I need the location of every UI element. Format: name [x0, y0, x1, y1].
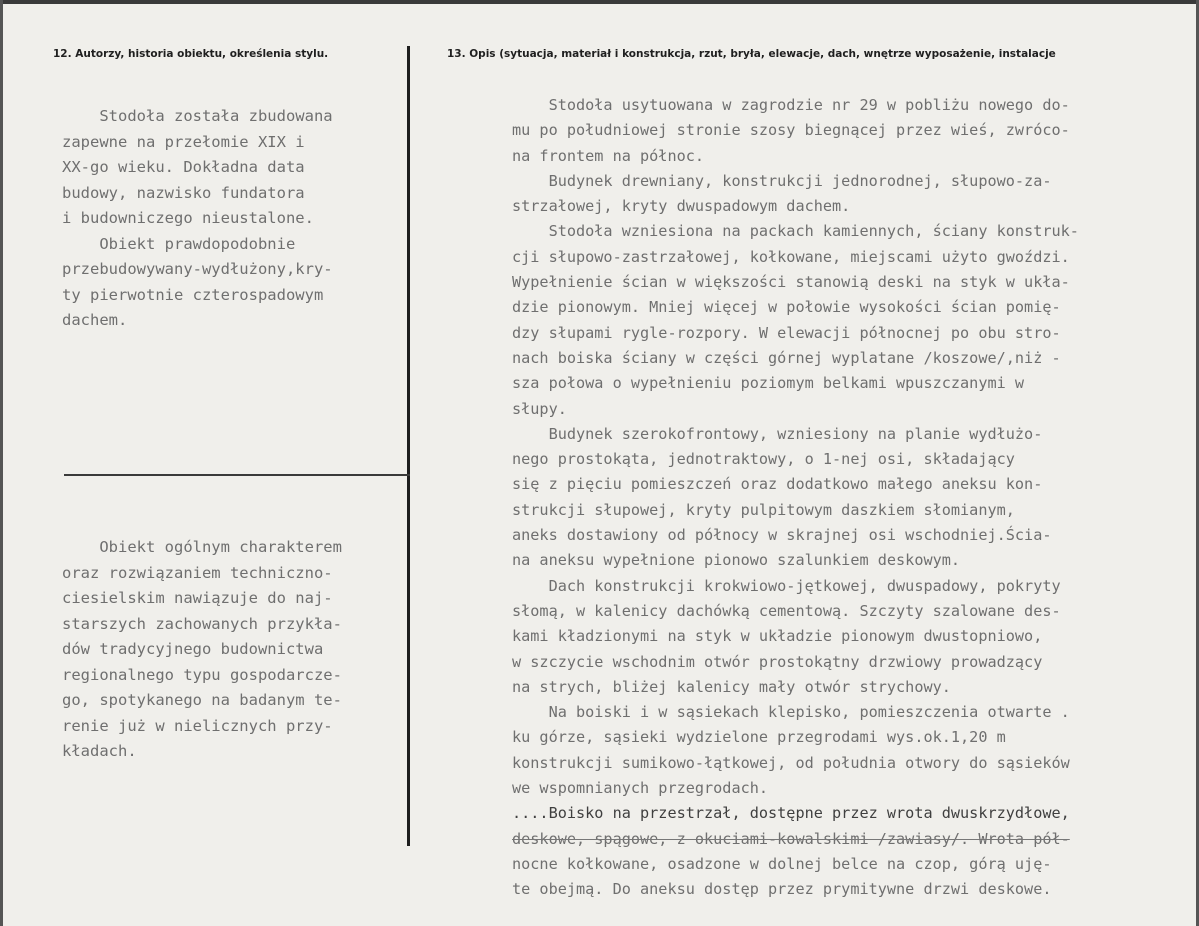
left-section-divider [64, 474, 410, 476]
text-line: Dach konstrukcji krokwiowo-jętkowej, dwuspadowy, pokryty [512, 576, 1061, 595]
text-line: te obejmą. Do aneksu dostęp przez prymitywne drzwi deskowe. [512, 880, 1052, 899]
text-line: słomą, w kalenicy dachówką cementową. Szczyty szalowane des- [512, 601, 1061, 620]
text-line: nocne kołkowane, osadzone w dolnej belce na czop, górą uję- [512, 854, 1052, 873]
text-line: regionalnego typu gospodarcze- [62, 665, 342, 684]
text-line: kładach. [62, 742, 137, 760]
text-line: przebudowywany-wydłużony,kry- [62, 260, 333, 278]
page-top-border [0, 0, 1199, 4]
text-line: zapewne na przełomie XIX i [62, 132, 305, 151]
text-line: dzy słupami rygle-rozpory. W elewacji północnej po obu stro- [512, 323, 1061, 342]
text-line: dzie pionowym. Mniej więcej w połowie wysokości ścian pomię- [512, 298, 1061, 317]
text-line: ty pierwotnie czterospadowym [62, 285, 324, 304]
text-line: aneks dostawiony od północy w skrajnej osi wschodniej.Ścia- [512, 526, 1052, 545]
text-line: strukcji słupowej, kryty pulpitowym daszkiem słomianym, [512, 500, 1015, 519]
text-line: na frontem na północ. [512, 146, 705, 165]
text-line: dachem. [62, 311, 128, 329]
authors-history-text [62, 104, 333, 334]
style-assessment-text [62, 535, 342, 765]
text-line: ciesielskim nawiązuje do naj- [62, 589, 333, 607]
text-line: strzałowej, kryty dwuspadowym dachem. [512, 197, 851, 216]
text-line: w szczycie wschodnim otwór prostokątny drzwiowy prowadzący [512, 652, 1043, 671]
text-line: starszych zachowanych przykła- [62, 614, 342, 633]
text-line: konstrukcji sumikowo-łątkowej, od południa otwory do sąsieków [512, 753, 1070, 772]
text-line: ku górze, sąsieki wydzielone przegrodami wys.ok.1,20 m [512, 728, 1006, 747]
text-line: deskowe, spągowe, z okuciami-kowalskimi /zawiasy/. Wrota pół- [512, 829, 1070, 848]
text-line: we wspomnianych przegrodach. [512, 779, 769, 798]
section-12-heading: 12. Autorzy, historia obiektu, określenia stylu. [53, 48, 329, 60]
text-line: go, spotykanego na badanym te- [62, 691, 342, 709]
text-line: XX-go wieku. Dokładna data [62, 158, 305, 176]
text-line: Obiekt ogólnym charakterem [62, 538, 342, 556]
text-line: mu po południowej stronie szosy biegnącej przez wieś, zwróco- [512, 121, 1070, 140]
column-divider [407, 46, 410, 846]
text-line: na aneksu wypełnione pionowo szalunkiem deskowym. [512, 551, 961, 570]
text-line: renie już w nielicznych przy- [62, 716, 333, 735]
page-left-border [0, 0, 3, 926]
text-line: Stodoła wzniesiona na packach kamiennych, ściany konstruk- [512, 222, 1079, 241]
text-line: cji słupowo-zastrzałowej, kołkowane, miejscami użyto gwoździ. [512, 247, 1070, 266]
text-line: Na boiski i w sąsiekach klepisko, pomieszczenia otwarte . [512, 703, 1070, 722]
text-line: nego prostokąta, jednotraktowy, o 1-nej osi, składający [512, 450, 1015, 469]
text-line: oraz rozwiązaniem techniczno- [62, 563, 333, 582]
description-text [512, 93, 1079, 903]
text-line: Obiekt prawdopodobnie [62, 234, 296, 253]
text-line: Wypełnienie ścian w większości stanowią deski na styk w ukła- [512, 273, 1070, 292]
text-line: dów tradycyjnego budownictwa [62, 640, 324, 658]
text-line: Stodoła usytuowana w zagrodzie nr 29 w pobliżu nowego do- [512, 96, 1070, 114]
text-line: Stodoła została zbudowana [62, 107, 333, 125]
text-line: słupy. [512, 399, 567, 418]
text-line: Budynek szerokofrontowy, wzniesiony na planie wydłużo- [512, 424, 1043, 443]
text-line: sza połowa o wypełnieniu poziomym belkami wpuszczanymi w [512, 374, 1025, 393]
text-line: i budowniczego nieustalone. [62, 209, 314, 227]
text-line: kami kładzionymi na styk w układzie pionowym dwustopniowo, [512, 627, 1043, 646]
section-13-heading: 13. Opis (sytuacja, materiał i konstrukcja, rzut, bryła, elewacje, dach, wnętrze wyposażenie, instalacje [447, 48, 1056, 60]
text-line: na strych, bliżej kalenicy mały otwór strychowy. [512, 677, 951, 696]
text-line: budowy, nazwisko fundatora [62, 183, 305, 202]
text-line: nach boiska ściany w części górnej wyplatane /koszowe/,niż - [512, 348, 1061, 367]
text-line: Budynek drewniany, konstrukcji jednorodnej, słupowo-za- [512, 171, 1052, 190]
text-line: ....Boisko na przestrzał, dostępne przez wrota dwuskrzydłowe, [512, 804, 1070, 823]
text-line: się z pięciu pomieszczeń oraz dodatkowo małego aneksu kon- [512, 475, 1043, 494]
